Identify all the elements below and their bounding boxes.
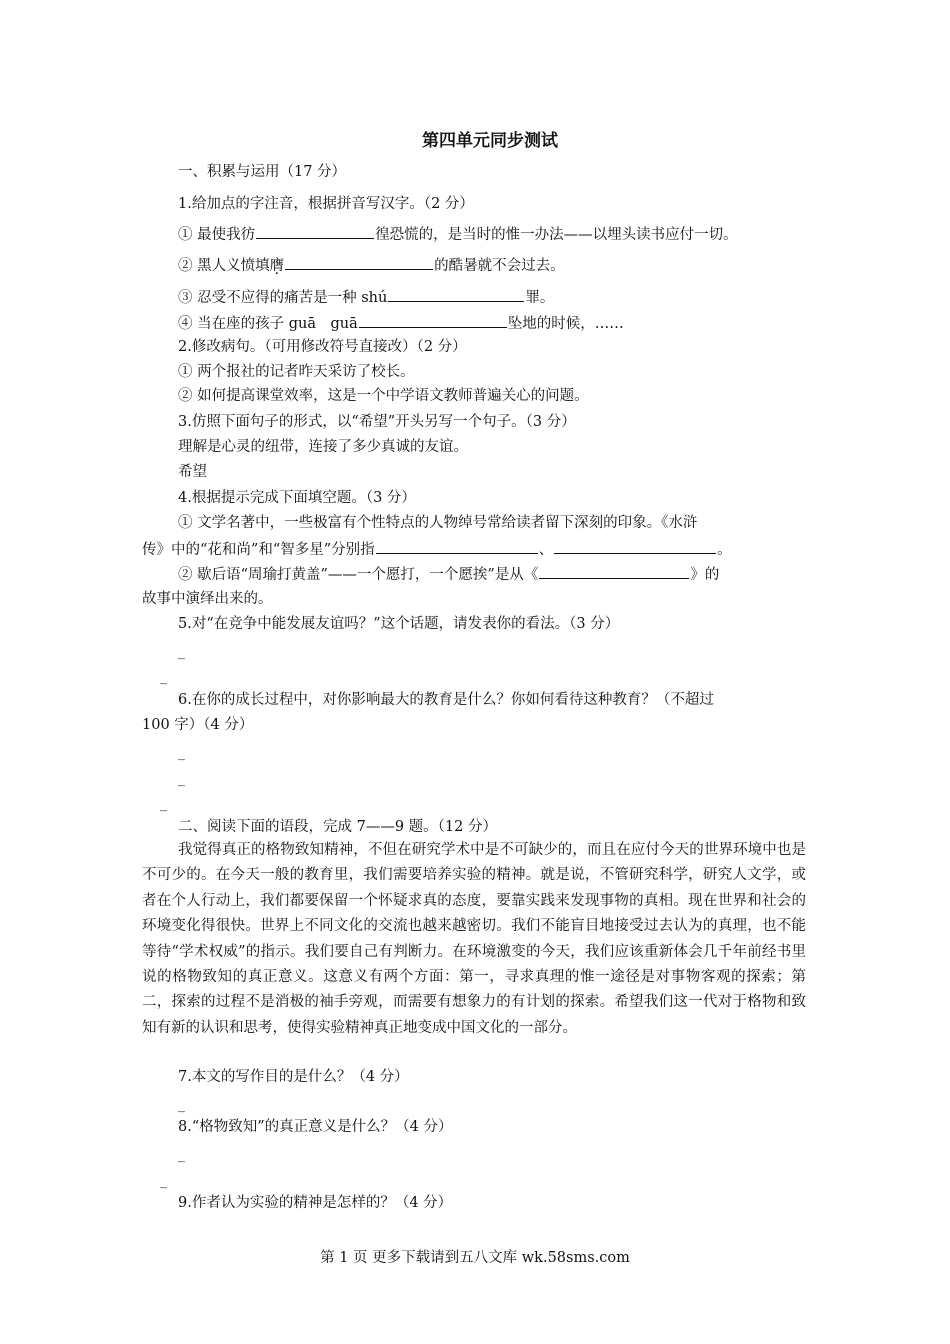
dotted-character: 膺 — [269, 258, 285, 274]
q1-item-1-text-b: 徨恐慌的，是当时的惟一办法——以埋头读书应付一切。 — [375, 227, 738, 243]
section-1-header: 一、积累与运用（17 分） — [178, 164, 347, 180]
q3-stem: 3.仿照下面句子的形式，以“希望”开头另写一个句子。（3 分） — [178, 414, 576, 430]
q4-item-1-line-1: ① 文学名著中，一些极富有个性特点的人物绰号常给读者留下深刻的印象。《水浒 — [178, 515, 698, 531]
answer-line-mark[interactable]: _ — [160, 796, 167, 812]
answer-blank[interactable] — [256, 224, 374, 239]
q7-stem: 7.本文的写作目的是什么？（4 分） — [178, 1069, 409, 1085]
q9-stem: 9.作者认为实验的精神是怎样的？（4 分） — [178, 1195, 453, 1211]
q1-item-1-text-a: ① 最使我彷 — [178, 227, 256, 243]
q4-item-1-separator: 、 — [538, 542, 554, 558]
q2-item-2: ② 如何提高课堂效率，这是一个中学语文教师普遍关心的问题。 — [178, 388, 589, 404]
page-footer: 第 1 页 更多下载请到五八文库 wk.58sms.com — [320, 1250, 630, 1266]
q4-stem: 4.根据提示完成下面填空题。（3 分） — [178, 490, 416, 506]
answer-blank[interactable] — [554, 539, 716, 554]
q1-item-3 — [178, 287, 554, 308]
q1-item-3-text-b: 罪。 — [525, 290, 555, 306]
q6-stem-line-2: 100 字）（4 分） — [142, 717, 254, 733]
q6-stem-line-1: 6.在你的成长过程中，对你影响最大的教育是什么？你如何看待这种教育？（不超过 — [178, 692, 714, 708]
q1-item-4-text-a: ④ 当在座的孩子 guā guā — [178, 316, 358, 332]
answer-blank[interactable] — [539, 564, 689, 579]
answer-blank[interactable] — [359, 313, 507, 328]
page-title: 第四单元同步测试 — [422, 131, 558, 151]
answer-line-mark[interactable]: _ — [178, 1097, 185, 1113]
q2-item-1: ① 两个报社的记者昨天采访了校长。 — [178, 364, 415, 380]
section-2-header: 二、阅读下面的语段，完成 7——9 题。（12 分） — [178, 819, 497, 835]
q1-item-3-text-a: ③ 忍受不应得的痛苦是一种 shú — [178, 290, 388, 306]
q2-stem: 2.修改病句。（可用修改符号直接改）（2 分） — [178, 339, 467, 355]
answer-line-mark[interactable]: _ — [178, 644, 185, 660]
q8-stem: 8.“格物致知”的真正意义是什么？（4 分） — [178, 1119, 453, 1135]
q4-item-1-text: 传》中的“花和尚”和“智多星”分别指 — [142, 542, 375, 558]
q1-item-2-text-b: 的酷暑就不会过去。 — [434, 258, 565, 274]
answer-blank[interactable] — [376, 539, 538, 554]
q1-item-2-text-a: ② 黑人义愤填 — [178, 258, 270, 274]
q1-item-4-text-b: 坠地的时候，…… — [507, 316, 624, 332]
answer-line-mark[interactable]: _ — [178, 745, 185, 761]
q1-item-1 — [178, 224, 738, 245]
q4-item-2-line-2: 故事中演绎出来的。 — [142, 591, 273, 607]
q4-item-2-line-1 — [178, 564, 719, 585]
answer-line-mark[interactable]: _ — [160, 669, 167, 685]
q3-answer-start: 希望 — [178, 464, 207, 480]
q1-item-4 — [178, 313, 624, 334]
answer-line-mark[interactable]: _ — [178, 771, 185, 787]
reading-passage: 我觉得真正的格物致知精神，不但在研究学术中是不可缺少的，而且在应付今天的世界环境中也是不可少的。在今天一般的教育里，我们需要培养实验的精神。就是说，不管研究科学，研究人文学，或者在个人行动上，我们都要保留一个怀疑求真的态度，要靠实践来发现事物的真相。现在世界和社会的环境变化得很快。世界上不同文化的交流也越来越密切。我们不能盲目地接受过去认为的真理，也不能等待“学术权威”的指示。我们要自己有判断力。在环境激变的今天，我们应该重新体会几千年前经书里说的格物致知的真正意义。这意义有两个方面：第一，寻求真理的惟一途径是对事物客观的探索；第二，探索的过程不是消极的袖手旁观，而需要有想象力的有计划的探索。希望我们这一代对于格物和致知有新的认识和思考，使得实验精神真正地变成中国文化的一部分。 — [142, 842, 806, 1036]
answer-blank[interactable] — [285, 255, 433, 270]
q1-stem: 1.给加点的字注音，根据拼音写汉字。（2 分） — [178, 196, 474, 212]
answer-line-mark[interactable]: _ — [178, 1147, 185, 1163]
q4-item-2-text-b: 》的 — [690, 567, 720, 583]
answer-line-mark[interactable]: _ — [160, 1173, 167, 1189]
q4-item-1-end: 。 — [717, 542, 732, 558]
answer-blank[interactable] — [388, 287, 524, 302]
q1-item-2 — [178, 255, 565, 276]
q4-item-1-line-2 — [142, 539, 732, 560]
q5-stem: 5.对“在竞争中能发展友谊吗？”这个话题，请发表你的看法。（3 分） — [178, 616, 620, 632]
q3-example: 理解是心灵的纽带，连接了多少真诚的友谊。 — [178, 439, 468, 455]
q4-item-2-text-a: ② 歇后语“周瑜打黄盖”——一个愿打，一个愿挨”是从《 — [178, 567, 539, 583]
